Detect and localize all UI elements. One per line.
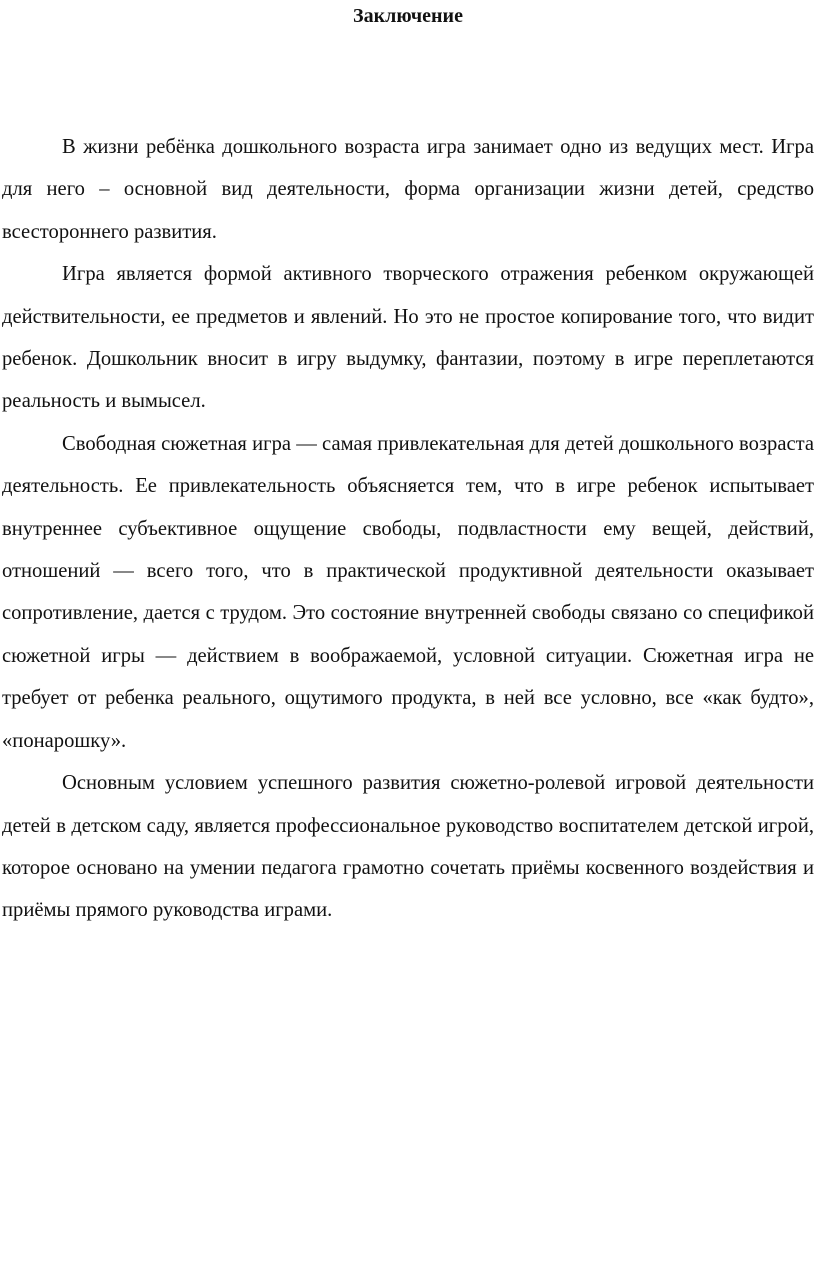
paragraph-3: Свободная сюжетная игра — самая привлекательная для детей дошкольного возраста деятельность. Ее привлекательность объясняется тем, что в игре ребенок испытывает внутреннее субъективное ощущение свободы, подвластности ему вещей, действий, отношений — всего того, что в практической продуктивной деятельности оказывает сопротивление, дается с трудом. Это состояние внутренней свободы связано со спецификой сюжетной игры — действием в воображаемой, условной ситуации. Сюжетная игра не требует от ребенка реального, ощутимого продукта, в ней все условно, все «как будто», «понарошку». bbox=[2, 432, 814, 752]
paragraph-4: Основным условием успешного развития сюжетно-ролевой игровой деятельности детей в детском саду, является профессиональное руководство воспитателем детской игрой, которое основано на умении педагога грамотно сочетать приёмы косвенного воздействия и приёмы прямого руководства играми. bbox=[2, 772, 814, 922]
paragraph-1: В жизни ребёнка дошкольного возраста игра занимает одно из ведущих мест. Игра для него – основной вид деятельности, форма организации жизни детей, средство всестороннего развития. bbox=[2, 136, 814, 243]
page-title: Заключение bbox=[353, 5, 463, 27]
document-body bbox=[2, 126, 814, 932]
paragraph-2: Игра является формой активного творческого отражения ребенком окружающей действительности, ее предметов и явлений. Но это не простое копирование того, что видит ребенок. Дошкольник вносит в игру выдумку, фантазии, поэтому в игре переплетаются реальность и вымысел. bbox=[2, 263, 814, 413]
